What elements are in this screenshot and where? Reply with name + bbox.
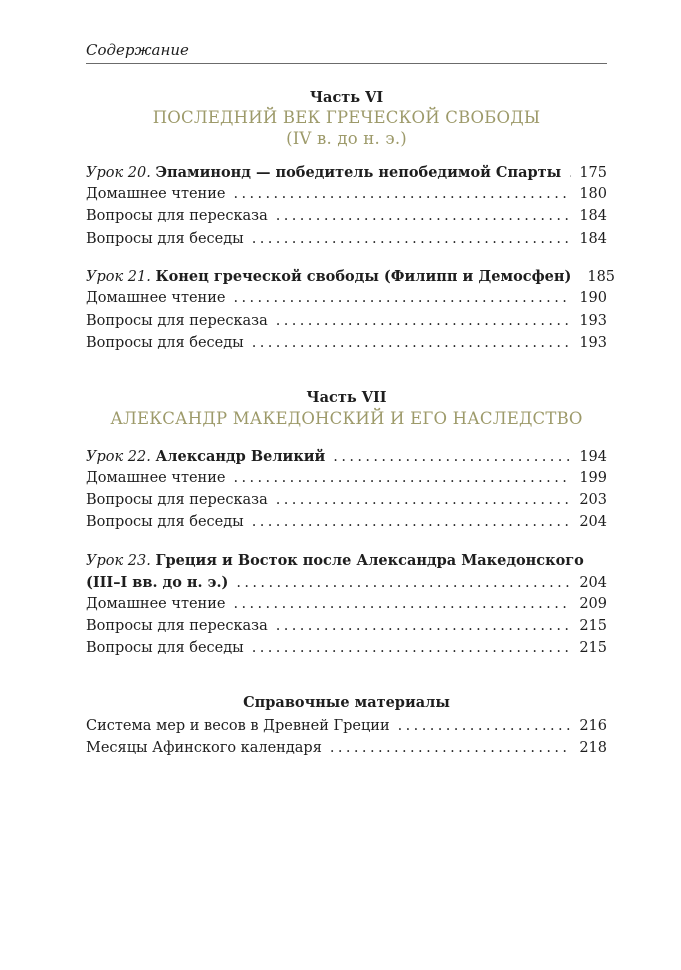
page-number: 215 [579, 618, 607, 634]
dot-leader [398, 716, 572, 737]
toc-entry-label: Вопросы для беседы [86, 514, 244, 530]
page-number: 184 [579, 208, 607, 224]
page-number: 180 [579, 186, 607, 202]
toc-entry-lesson-23-line-1[interactable] [86, 550, 607, 572]
toc-entry[interactable] [86, 512, 607, 533]
dot-leader [276, 206, 572, 227]
lesson-number: Урок 21. [86, 269, 151, 285]
dot-leader [276, 490, 572, 511]
toc-entry-label: Вопросы для беседы [86, 231, 244, 247]
toc-entry-lesson-21[interactable] [86, 266, 616, 287]
page-number: 193 [579, 335, 607, 351]
lesson-number: Урок 23. [86, 553, 151, 569]
page-number: 204 [579, 575, 607, 591]
lesson-number: Урок 20. [86, 165, 151, 181]
lesson-title: Греция и Восток после Александра Македонского [155, 552, 584, 569]
dot-leader [233, 288, 571, 309]
toc-entry[interactable] [86, 311, 607, 332]
page-number: 193 [579, 313, 607, 329]
toc-entry[interactable] [86, 716, 607, 737]
running-head: Содержание [86, 40, 607, 64]
dot-leader [252, 229, 572, 250]
toc-entry-lesson-20[interactable] [86, 162, 607, 183]
page-number: 185 [587, 269, 616, 285]
toc-entry-label: Система мер и весов в Древней Греции [86, 718, 390, 734]
toc-entry[interactable] [86, 738, 607, 759]
page-number: 194 [579, 449, 607, 465]
page-number: 215 [579, 640, 607, 656]
toc-entry[interactable] [86, 468, 607, 489]
toc-entry-label: Месяцы Афинского календаря [86, 740, 322, 756]
dot-leader [233, 468, 571, 489]
toc-entry-label: Домашнее чтение [86, 290, 226, 306]
dot-leader [236, 573, 571, 594]
toc-entry[interactable] [86, 206, 607, 227]
dot-leader [276, 616, 572, 637]
lesson-title: Эпаминонд — победитель непобедимой Спарты [155, 164, 562, 181]
toc-entry-label: Домашнее чтение [86, 186, 226, 202]
dot-leader [569, 163, 571, 184]
part-vii-label: Часть VII [306, 389, 387, 406]
toc-entry-label: Вопросы для беседы [86, 335, 244, 351]
part-vii-title-line-1: АЛЕКСАНДР МАКЕДОНСКИЙ И ЕГО НАСЛЕДСТВО [110, 409, 583, 428]
page-number: 175 [579, 165, 607, 181]
toc-entry[interactable] [86, 184, 607, 205]
dot-leader [233, 594, 571, 615]
toc-entry[interactable] [86, 638, 607, 659]
part-vi-title-line-2: (IV в. до н. э.) [286, 129, 407, 148]
toc-entry-label: Вопросы для пересказа [86, 492, 268, 508]
toc-entry[interactable] [86, 490, 607, 511]
part-vi-title-line-1: ПОСЛЕДНИЙ ВЕК ГРЕЧЕСКОЙ СВОБОДЫ [152, 108, 541, 127]
toc-entry-label: Вопросы для пересказа [86, 208, 268, 224]
page-number: 218 [579, 740, 607, 756]
lesson-title-continuation: (III–I вв. до н. э.) [86, 574, 229, 591]
toc-entry[interactable] [86, 594, 607, 615]
toc-entry-label: Домашнее чтение [86, 596, 226, 612]
dot-leader [252, 512, 572, 533]
toc-entry-label: Домашнее чтение [86, 470, 226, 486]
page-number: 216 [579, 718, 607, 734]
page-number: 199 [579, 470, 607, 486]
lesson-number: Урок 22. [86, 449, 151, 465]
lesson-title: Александр Великий [155, 448, 326, 465]
page-number: 203 [579, 492, 607, 508]
page-number: 190 [579, 290, 607, 306]
toc-entry-label: Вопросы для пересказа [86, 313, 268, 329]
toc-entry[interactable] [86, 616, 607, 637]
dot-leader [252, 333, 572, 354]
page-number: 209 [579, 596, 607, 612]
toc-entry-lesson-22[interactable] [86, 446, 607, 467]
toc-entry[interactable] [86, 333, 607, 354]
dot-leader [276, 311, 572, 332]
part-vi-label: Часть VI [309, 89, 384, 106]
toc-entry[interactable] [86, 229, 607, 250]
page-number: 204 [579, 514, 607, 530]
dot-leader [330, 738, 571, 759]
toc-entry-label: Вопросы для пересказа [86, 618, 268, 634]
reference-section-title: Справочные материалы [243, 694, 450, 711]
dot-leader [252, 638, 572, 659]
toc-entry-lesson-23-line-2[interactable] [86, 572, 607, 593]
page-number: 184 [579, 231, 607, 247]
toc-entry-label: Вопросы для беседы [86, 640, 244, 656]
toc-entry[interactable] [86, 288, 607, 309]
dot-leader [233, 184, 571, 205]
lesson-title: Конец греческой свободы (Филипп и Демосфен) [155, 268, 572, 285]
dot-leader [333, 447, 571, 468]
